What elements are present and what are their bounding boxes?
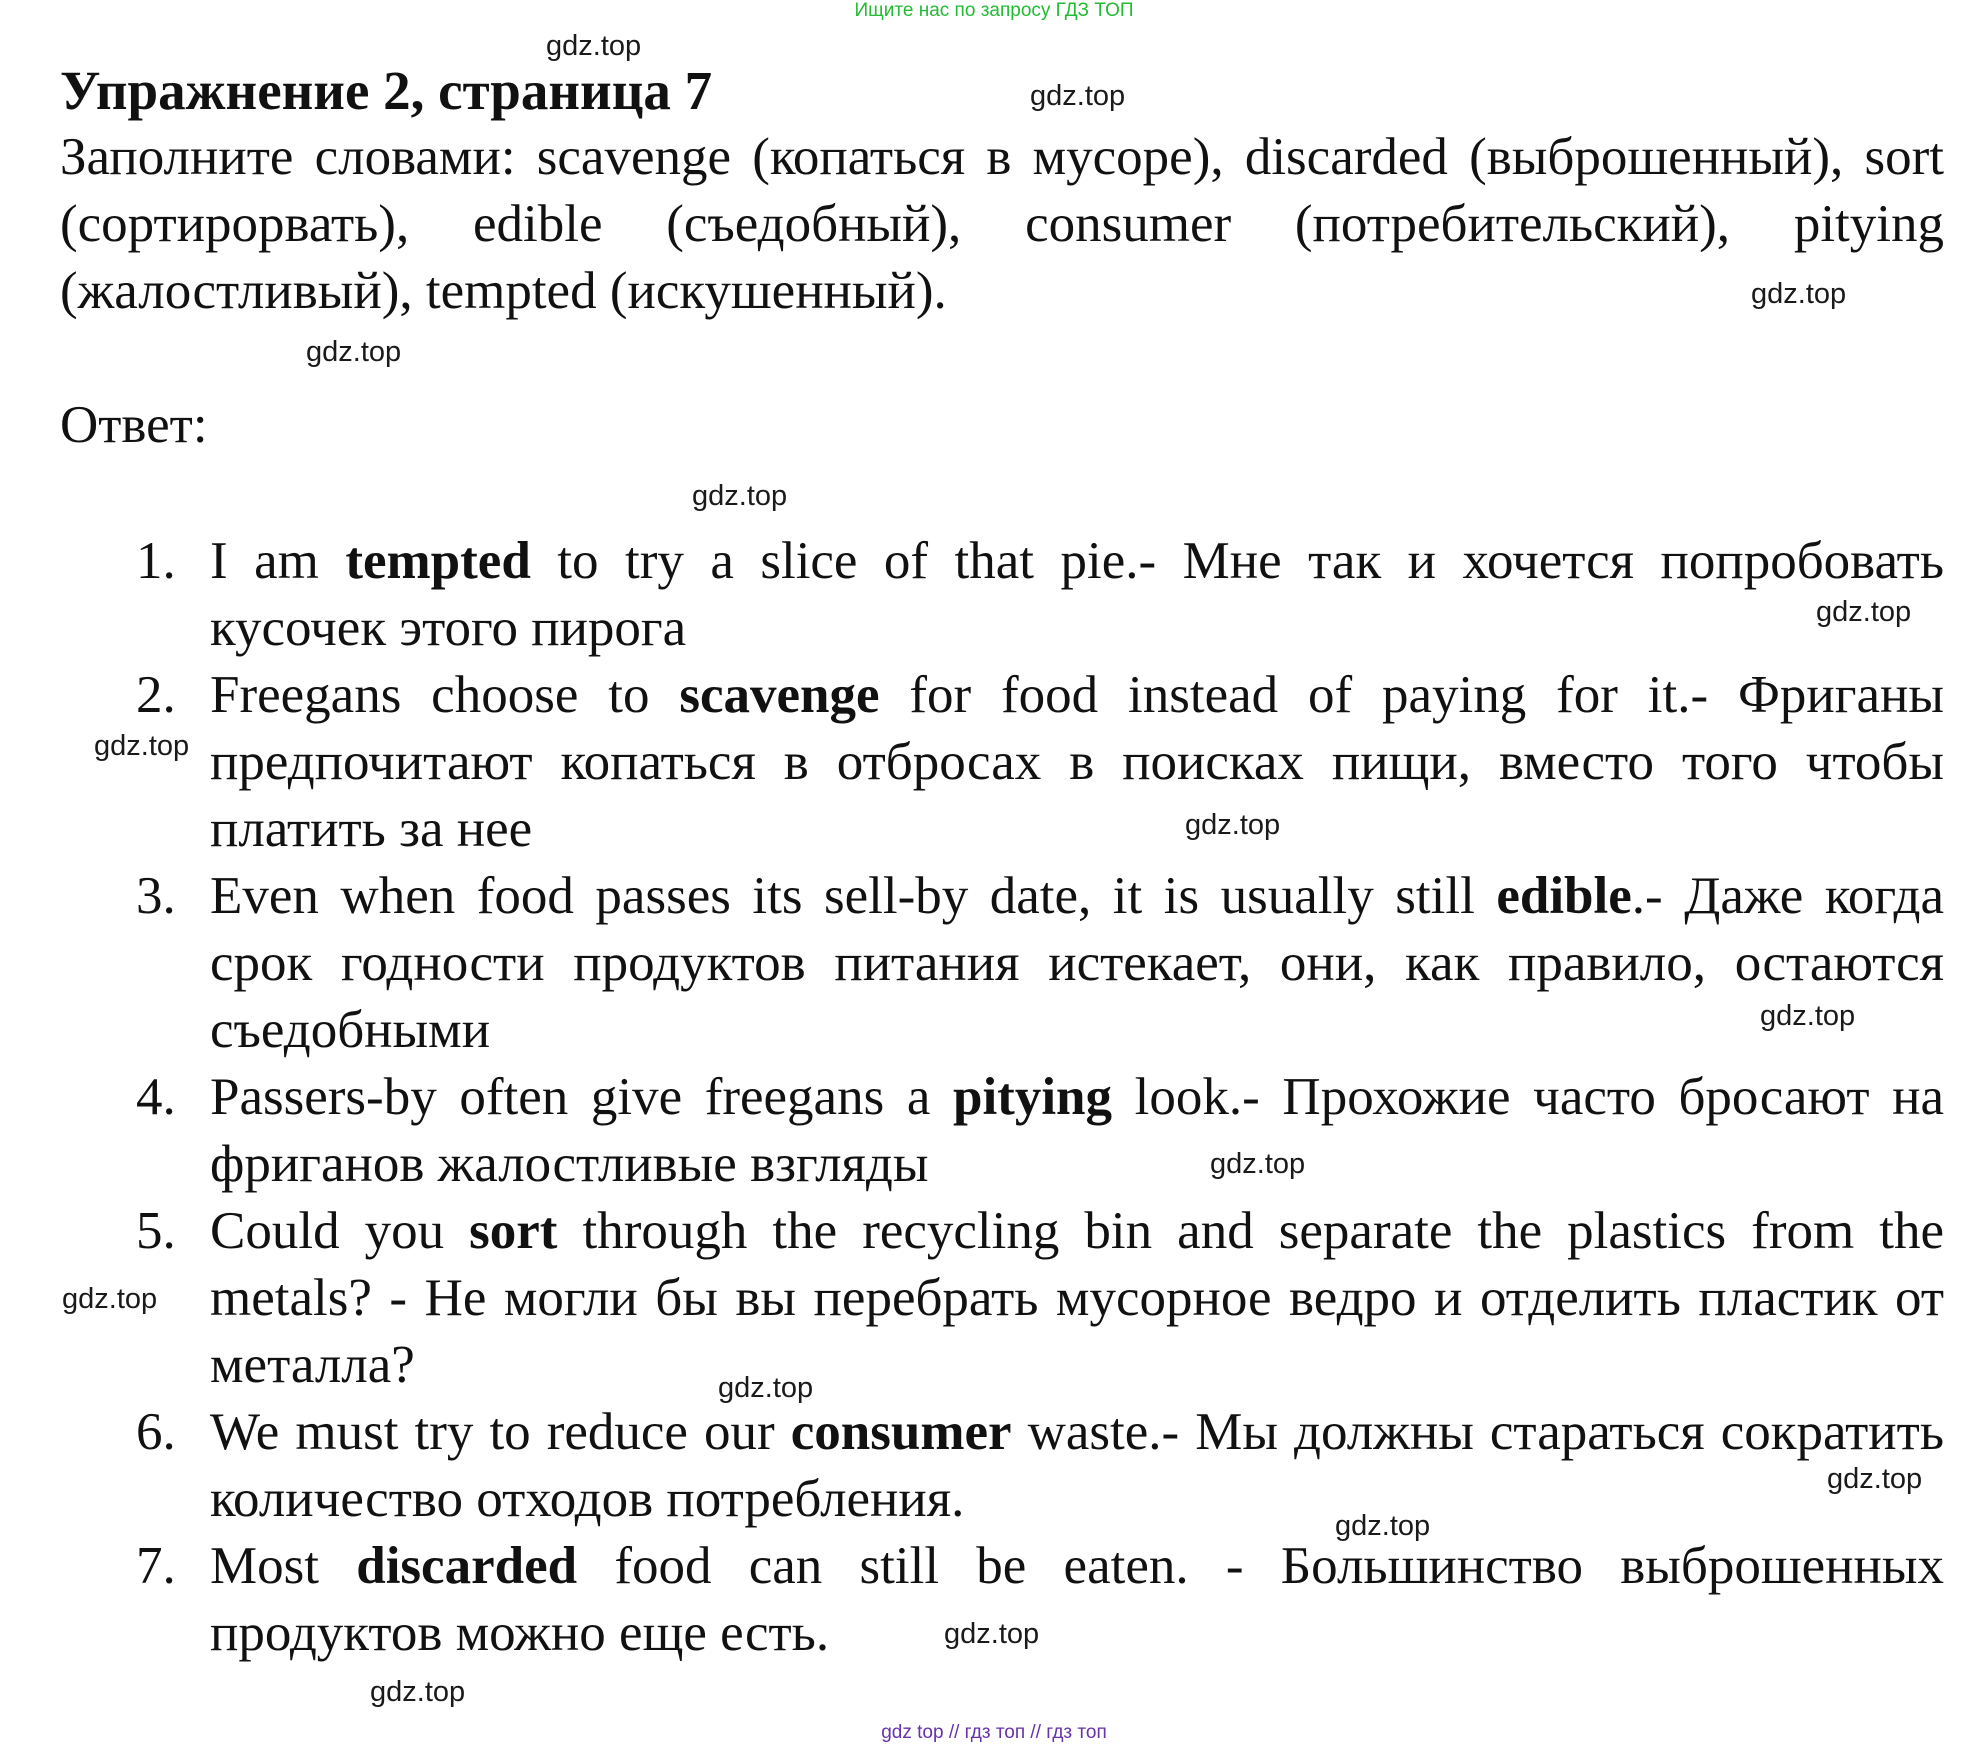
watermark: gdz.top [1816,596,1912,628]
watermark: gdz.top [306,336,402,368]
bottom-banner[interactable]: gdz top // гдз топ // гдз топ [881,1722,1107,1743]
watermark: gdz.top [1751,278,1847,310]
item-keyword: scavenge [679,666,880,724]
watermark: gdz.top [718,1372,814,1404]
item-text-before: Could you [210,1202,470,1260]
item-keyword: tempted [345,532,531,590]
item-text-after: food can still be eaten. - Большинство выброшенных продуктов можно еще есть. [210,1537,1944,1662]
task-instructions: Заполните словами: scavenge (копаться в мусоре), discarded (выброшенный), sort (сортирорвать), edible (съедобный), consumer (потребительский), pitying (жалостливый), tempted (искушенный). [60,128,1944,320]
item-text-after: for food instead of paying for it.- Фриганы предпочитают копаться в отбросах в поисках пищи, вместо того чтобы платить за нее [210,666,1944,858]
answer-item [0,662,1944,863]
watermark: gdz.top [1030,80,1126,112]
watermark: gdz.top [1760,1000,1856,1032]
item-text-after: through the recycling bin and separate the plastics from the metals? - Не могли бы вы перебрать мусорное ведро и отделить пластик от металла? [210,1202,1944,1394]
item-text-before: Even when food passes its sell-by date, it is usually still [210,867,1497,925]
item-text-after: to try a slice of that pie.- Мне так и хочется попробовать кусочек этого пирога [210,532,1944,657]
item-text-after: waste.- Мы должны стараться сократить количество отходов потребления. [210,1403,1944,1528]
answer-item [0,528,1944,662]
item-text-before: I am [210,532,346,590]
watermark: gdz.top [370,1676,466,1708]
answer-item [0,863,1944,1064]
page-title: Упражнение 2, страница 7 [60,60,713,121]
watermark: gdz.top [546,30,642,62]
item-text-after: .- Даже когда срок годности продуктов питания истекает, они, как правило, остаются съедобными [210,867,1944,1059]
answer-item [0,1064,1944,1198]
item-keyword: sort [469,1202,558,1260]
item-number: 4. [136,1068,176,1126]
item-keyword: edible [1496,867,1632,925]
item-text-after: look.- Прохожие часто бросают на фриганов жалостливые взгляды [210,1068,1944,1193]
item-keyword: pitying [952,1068,1113,1126]
watermark: gdz.top [94,730,190,762]
watermark: gdz.top [692,480,788,512]
item-text-before: Passers-by often give freegans a [210,1068,953,1126]
watermark: gdz.top [944,1618,1040,1650]
item-number: 5. [136,1202,176,1260]
item-number: 3. [136,867,176,925]
watermark: gdz.top [1185,809,1281,841]
item-text-before: We must try to reduce our [210,1403,791,1461]
item-number: 6. [136,1403,176,1461]
item-number: 1. [136,532,176,590]
item-number: 7. [136,1537,176,1595]
item-keyword: consumer [790,1403,1012,1461]
answer-item [0,1399,1944,1533]
item-text-before: Most [210,1537,357,1595]
item-number: 2. [136,666,176,724]
item-keyword: discarded [356,1537,578,1595]
answer-list [0,528,1944,1667]
answer-item [0,1198,1944,1399]
item-text-before: Freegans choose to [210,666,680,724]
watermark: gdz.top [62,1283,158,1315]
answer-label: Ответ: [60,396,208,454]
watermark: gdz.top [1827,1463,1923,1495]
watermark: gdz.top [1210,1148,1306,1180]
watermark: gdz.top [1335,1510,1431,1542]
top-banner[interactable]: Ищите нас по запросу ГДЗ ТОП [854,0,1134,21]
